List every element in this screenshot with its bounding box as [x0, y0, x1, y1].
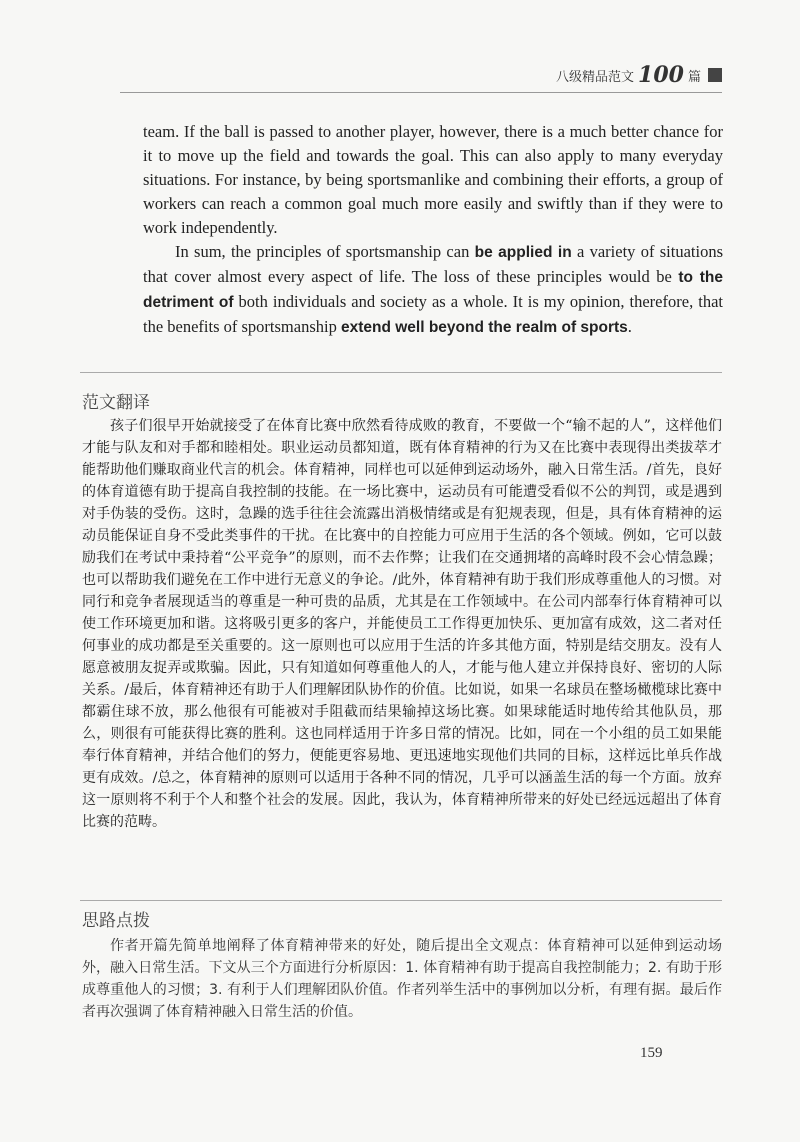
essay-paragraph: team. If the ball is passed to another player, however, there is a much better chance for it to move up the field and towards the goal. This can also apply to many everyday situations. For instance, by being sportsmanlike and combining their efforts, a group of workers can reach a common goal much more easily and swiftly than if they were to work independently. — [143, 122, 723, 237]
book-number: 100 — [638, 62, 684, 88]
essay-text — [143, 120, 723, 340]
section-divider — [80, 900, 722, 901]
page-number: 159 — [640, 1045, 663, 1061]
translation-body: 孩子们很早开始就接受了在体育比赛中欣然看待成败的教育，不要做一个“输不起的人”，这样他们才能与队友和对手都和睦相处。职业运动员都知道，既有体育精神的行为又在比赛中表现得出类拔萃才能帮助他们赚取商业代言的机会。体育精神，同样也可以延伸到运动场外，融入日常生活。/首先，良好的体育道德有助于提高自我控制的技能。在一场比赛中，运动员有可能遭受看似不公的判罚，或是遇到对手伪装的受伤。这时，急躁的选手往往会流露出消极情绪或是有犯规表现，但是，具有体育精神的运动员能保证自身不受此类事件的干扰。在比赛中的自控能力可应用于生活的各个领域。例如，它可以鼓励我们在考试中秉持着“公平竞争”的原则，而不去作弊；让我们在交通拥堵的高峰时段不会心情急躁；也可以帮助我们避免在工作中进行无意义的争论。/此外，体育精神有助于我们形成尊重他人的习惯。对同行和竞争者展现适当的尊重是一种可贵的品质，尤其是在工作领域中。在公司内部奉行体育精神可以使工作环境更加和谐。这将吸引更多的客户，并能使员工工作得更加快乐、更加富有成效，这二者对任何事业的成功都是至关重要的。这一原则也可以应用于生活的许多其他方面，特别是结交朋友。没有人愿意被朋友捉弄或欺骗。因此，只有知道如何尊重他人的人，才能与他人建立并保持良好、密切的人际关系。/最后，体育精神还有助于人们理解团队协作的价值。比如说，如果一名球员在整场橄榄球比赛中都霸住球不放，那么他很有可能被对手阻截而结果输掉这场比赛。如果球能适时地传给其他队员，那么，则很有可能获得比赛的胜利。这也同样适用于许多日常的情况。比如，同在一个小组的员工如果能奉行体育精神，并结合他们的努力，便能更容易地、更迅速地实现他们共同的目标，这样远比单兵作战更有成效。/总之，体育精神的原则可以适用于各种不同的情况，几乎可以涵盖生活的每一个方面。放弃这一原则将不利于个人和整个社会的发展。因此，我认为，体育精神所带来的好处已经远远超出了体育比赛的范畴。 — [82, 418, 722, 830]
book-suffix: 篇 — [687, 69, 701, 85]
essay-text-run: a variety of situations that cover almost every aspect of life. The loss of these principles would be — [143, 242, 724, 286]
analysis-body: 作者开篇先简单地阐释了体育精神带来的好处，随后提出全文观点：体育精神可以延伸到运动场外，融入日常生活。下文从三个方面进行分析原因：1. 体育精神有助于提高自我控制能力；2. 有助于形成尊重他人的习惯；3. 有利于人们理解团队价值。作者列举生活中的事例加以分析，有理有据。最后作者再次强调了体育精神融入日常生活的价值。 — [82, 938, 722, 1020]
essay-text-run: In sum, the principles of sportsmanship can — [175, 242, 475, 261]
essay-text-run: . — [627, 317, 632, 336]
book-title: 八级精品范文 — [556, 69, 635, 85]
header-mark-icon — [708, 68, 722, 82]
essay-paragraph — [143, 240, 723, 340]
analysis-title: 思路点拨 — [82, 911, 150, 931]
header-rule — [120, 92, 722, 93]
section-divider — [80, 372, 722, 373]
key-phrase: be applied in — [474, 244, 572, 261]
key-phrase: extend well beyond the realm of sports — [340, 319, 628, 336]
translation-title: 范文翻译 — [82, 393, 150, 413]
running-header — [556, 62, 722, 88]
essay-text-run: both individuals and society as a whole. It is my opinion, therefore, that the benefits of sportsmanship — [143, 292, 723, 336]
key-phrase: to the detriment of — [143, 269, 724, 311]
